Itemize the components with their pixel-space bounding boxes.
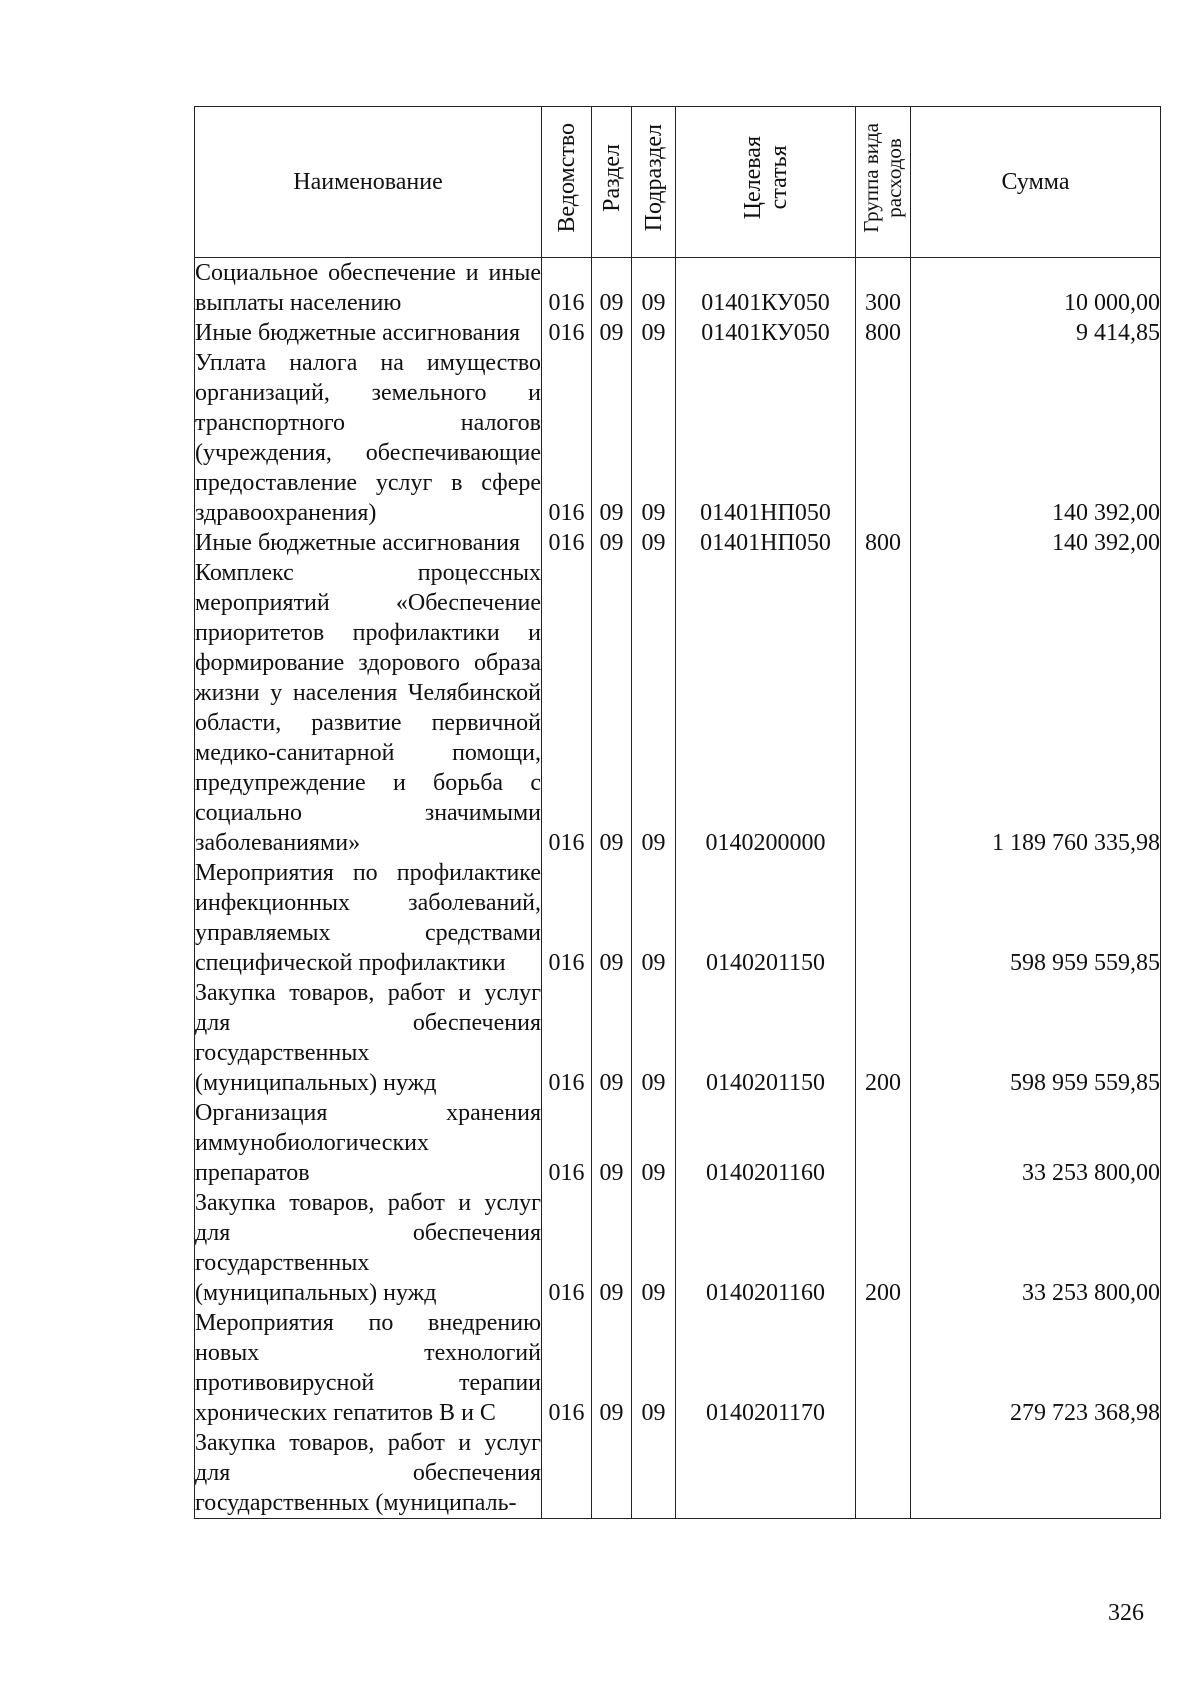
- row-subsection: 09: [632, 348, 676, 528]
- table-row: [195, 1428, 1161, 1519]
- header-target-article: [676, 107, 856, 258]
- row-name: Мероприятия по внедрению новых технологий противовирусной терапии хронических гепатитов B и C: [195, 1310, 541, 1426]
- row-target-article: 01401НП050: [676, 348, 856, 528]
- row-section: 09: [592, 528, 632, 558]
- row-section: 09: [592, 858, 632, 978]
- row-amount: 33 253 800,00: [911, 1188, 1161, 1308]
- row-name: Закупка товаров, работ и услуг для обеспечения государственных (муниципальных) нужд: [195, 1190, 541, 1306]
- row-expense-group: [856, 558, 911, 858]
- row-name: Комплекс процессных мероприятий «Обеспечение приоритетов профилактики и формирование здорового образа жизни у населения Челябинской области, развитие первичной медико-санитарной помощи, предупреждение и борьба с социально значимыми заболеваниями»: [195, 560, 541, 856]
- row-subsection: 09: [632, 1098, 676, 1188]
- header-section: Раздел: [592, 107, 632, 258]
- table-row: [195, 1188, 1161, 1308]
- row-target-article: 01401КУ050: [676, 318, 856, 348]
- header-expense-group-line2: расходов: [882, 138, 906, 218]
- row-target-article: 0140201150: [676, 858, 856, 978]
- page-number: 326: [1108, 1600, 1144, 1626]
- row-name: Социальное обеспечение и иные выплаты населению: [195, 258, 542, 319]
- row-department: 016: [542, 258, 592, 319]
- row-target-article: 0140201150: [676, 978, 856, 1098]
- row-target-article: [676, 1428, 856, 1519]
- row-section: [592, 1428, 632, 1519]
- row-amount: 140 392,00: [911, 528, 1161, 558]
- row-subsection: 09: [632, 858, 676, 978]
- header-amount: Сумма: [911, 107, 1161, 258]
- row-department: 016: [542, 318, 592, 348]
- table-row: [195, 1098, 1161, 1188]
- header-row: [195, 107, 1161, 258]
- header-target-article-line1: Целевая: [739, 136, 766, 220]
- row-section: 09: [592, 978, 632, 1098]
- row-name: Закупка товаров, работ и услуг для обеспечения государственных (муниципаль-: [195, 1428, 542, 1519]
- table-row: [195, 1308, 1161, 1428]
- row-amount: 1 189 760 335,98: [911, 558, 1161, 858]
- row-department: 016: [542, 1188, 592, 1308]
- row-expense-group: 200: [856, 1188, 911, 1308]
- row-name: Иные бюджетные ассигнования: [195, 528, 542, 558]
- header-subsection: Подраздел: [632, 107, 676, 258]
- row-expense-group: [856, 858, 911, 978]
- row-subsection: 09: [632, 978, 676, 1098]
- row-target-article: 01401КУ050: [676, 258, 856, 319]
- row-department: [542, 1428, 592, 1519]
- row-target-article: 0140201160: [676, 1188, 856, 1308]
- row-section: 09: [592, 1188, 632, 1308]
- row-section: 09: [592, 1308, 632, 1428]
- budget-table: [194, 106, 1161, 1519]
- row-amount: 140 392,00: [911, 348, 1161, 528]
- table-row: [195, 858, 1161, 978]
- table-row: [195, 978, 1161, 1098]
- table-body: [195, 258, 1161, 1519]
- row-department: 016: [542, 348, 592, 528]
- row-expense-group: [856, 1098, 911, 1188]
- row-subsection: 09: [632, 558, 676, 858]
- row-name: Мероприятия по профилактике инфекционных заболеваний, управляемых средствами специфической профилактики: [195, 860, 541, 976]
- row-subsection: 09: [632, 1308, 676, 1428]
- row-expense-group: 800: [856, 528, 911, 558]
- table-row: [195, 528, 1161, 558]
- row-section: 09: [592, 258, 632, 319]
- row-name: Иные бюджетные ассигнования: [195, 318, 542, 348]
- header-expense-group-line1: Группа вида: [859, 123, 883, 233]
- row-amount: 279 723 368,98: [911, 1308, 1161, 1428]
- row-subsection: 09: [632, 318, 676, 348]
- row-expense-group: [856, 1428, 911, 1519]
- row-name: Организация хранения иммунобиологических препаратов: [195, 1100, 541, 1186]
- row-expense-group: 300: [856, 258, 911, 319]
- row-subsection: 09: [632, 258, 676, 319]
- table-header: [195, 107, 1161, 258]
- row-target-article: 0140201160: [676, 1098, 856, 1188]
- row-name: Уплата налога на имущество организаций, земельного и транспортного налогов (учреждения, обеспечивающие предоставление услуг в сфере здравоохранения): [195, 350, 541, 526]
- row-section: 09: [592, 558, 632, 858]
- header-target-article-line2: статья: [765, 146, 792, 210]
- row-subsection: 09: [632, 1188, 676, 1308]
- row-amount: [911, 1428, 1161, 1519]
- row-target-article: 0140201170: [676, 1308, 856, 1428]
- row-expense-group: 800: [856, 318, 911, 348]
- header-name: Наименование: [195, 107, 542, 258]
- table-row: [195, 258, 1161, 319]
- row-name: Закупка товаров, работ и услуг для обеспечения государственных (муниципальных) нужд: [195, 980, 541, 1096]
- row-section: 09: [592, 318, 632, 348]
- row-department: 016: [542, 558, 592, 858]
- header-department: Ведомство: [542, 107, 592, 258]
- row-amount: 9 414,85: [911, 318, 1161, 348]
- row-department: 016: [542, 1308, 592, 1428]
- row-amount: 10 000,00: [911, 258, 1161, 319]
- table-row: [195, 558, 1161, 858]
- row-expense-group: [856, 348, 911, 528]
- row-subsection: 09: [632, 528, 676, 558]
- row-department: 016: [542, 528, 592, 558]
- row-section: 09: [592, 348, 632, 528]
- row-target-article: 01401НП050: [676, 528, 856, 558]
- row-target-article: 0140200000: [676, 558, 856, 858]
- header-expense-group: [856, 107, 911, 258]
- table-row: [195, 318, 1161, 348]
- row-expense-group: 200: [856, 978, 911, 1098]
- row-department: 016: [542, 858, 592, 978]
- row-department: 016: [542, 978, 592, 1098]
- row-amount: 33 253 800,00: [911, 1098, 1161, 1188]
- row-department: 016: [542, 1098, 592, 1188]
- row-subsection: [632, 1428, 676, 1519]
- row-amount: 598 959 559,85: [911, 978, 1161, 1098]
- row-amount: 598 959 559,85: [911, 858, 1161, 978]
- row-expense-group: [856, 1308, 911, 1428]
- table-row: [195, 348, 1161, 528]
- row-section: 09: [592, 1098, 632, 1188]
